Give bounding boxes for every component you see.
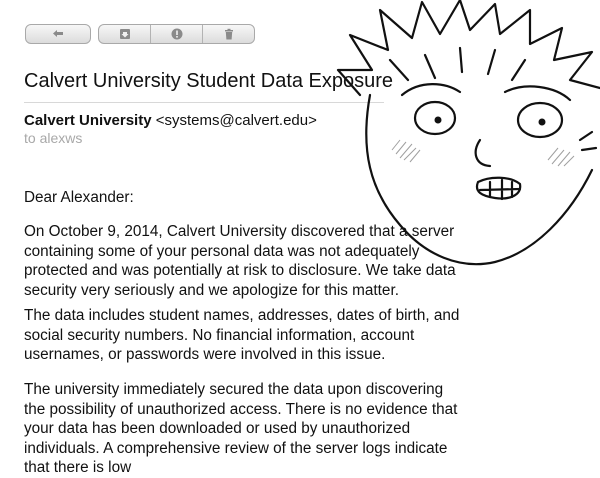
email-paragraph: The data includes student names, addresses, dates of birth, and social security numbers. No financial information, account usernames, or passwords were involved in this issue. — [24, 307, 460, 364]
trash-icon — [223, 28, 235, 40]
sender-line — [24, 112, 317, 129]
archive-icon — [119, 28, 131, 40]
email-greeting: Dear Alexander: — [24, 189, 134, 206]
header-divider — [24, 102, 384, 103]
delete-button[interactable] — [203, 25, 254, 43]
report-spam-icon — [171, 28, 183, 40]
sender-name[interactable]: Calvert University — [24, 112, 152, 129]
message-actions-group — [98, 24, 255, 44]
reply-arrow-icon — [52, 28, 64, 40]
archive-button[interactable] — [99, 25, 151, 43]
email-subject: Calvert University Student Data Exposure — [24, 70, 394, 92]
recipient-line[interactable]: to alexws — [24, 130, 83, 146]
reply-button[interactable] — [25, 24, 91, 44]
email-paragraph: On October 9, 2014, Calvert University discovered that a server containing some of your personal data was not adequately protected and was potentially at risk to disclosure. We take data security very seriously and we apologize for this matter. — [24, 223, 456, 299]
sender-address: <systems@calvert.edu> — [155, 112, 317, 129]
email-paragraph: The university immediately secured the data upon discovering the possibility of unauthorized access. There is no evidence that your data has been downloaded or used by unauthorized individuals. A comprehensive review of the server logs indicate that there is low — [24, 381, 458, 477]
report-spam-button[interactable] — [151, 25, 203, 43]
